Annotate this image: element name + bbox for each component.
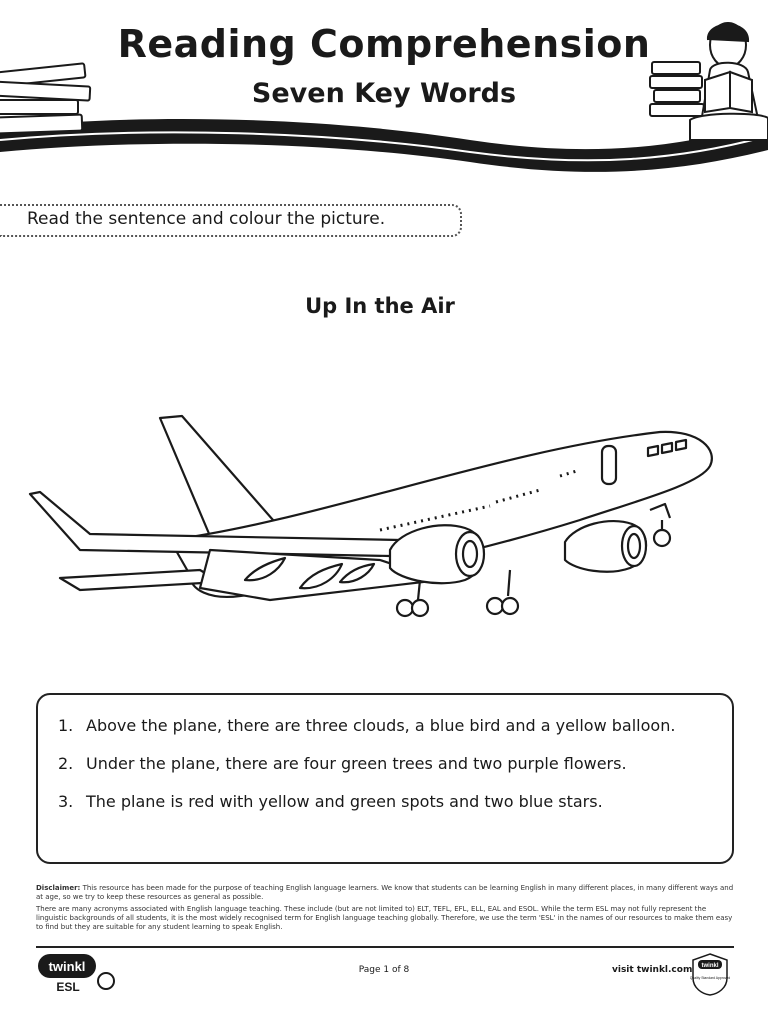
question-number: 3.	[58, 792, 74, 811]
question-number: 2.	[58, 754, 74, 773]
airplane-illustration	[20, 410, 730, 630]
question-text: Under the plane, there are four green trees and two purple flowers.	[86, 754, 627, 773]
section-title: Up In the Air	[305, 294, 455, 318]
question-number: 1.	[58, 716, 74, 735]
list-item	[58, 750, 718, 778]
list-item	[58, 788, 718, 816]
badge-sub: Quality Standard Approved	[690, 976, 730, 980]
footer-divider	[36, 946, 734, 948]
disclaimer-text-2: There are many acronyms associated with English language teaching. These include (but are not limited to) ELT, TEFL, EFL, ELL, EAL and ESOL. While the term ESL may not fully represent the linguistic backgrounds of all students, it is the most widely recognised term for English language teaching globally. Therefore, we use the term 'ESL' in the names of our resources to make them easy to find but they are suitable for any student learning to speak English.	[36, 905, 733, 931]
logo-sub: ESL	[56, 980, 80, 994]
question-text: The plane is red with yellow and green spots and two blue stars.	[86, 792, 603, 811]
page-title: Reading Comprehension	[117, 22, 651, 66]
page-number: Page 1 of 8	[358, 965, 410, 975]
disclaimer-text-1: This resource has been made for the purpose of teaching English language learners. We know that students can be learning English in many different places, in many different ways and at age, so we try to keep these resources as general as possible.	[36, 884, 734, 901]
visit-link[interactable]: visit twinkl.com	[612, 965, 693, 975]
disclaimer	[36, 884, 736, 935]
badge-text: twinkl	[701, 963, 719, 969]
disclaimer-label: Disclaimer:	[36, 884, 81, 892]
instruction-text: Read the sentence and colour the picture.	[27, 209, 386, 229]
logo-text: twinkl	[48, 959, 86, 974]
question-text: Above the plane, there are three clouds, a blue bird and a yellow balloon.	[86, 716, 676, 735]
list-item	[58, 712, 718, 740]
page-subtitle: Seven Key Words	[251, 78, 517, 109]
question-list	[58, 712, 718, 826]
quality-badge-icon	[690, 952, 730, 996]
